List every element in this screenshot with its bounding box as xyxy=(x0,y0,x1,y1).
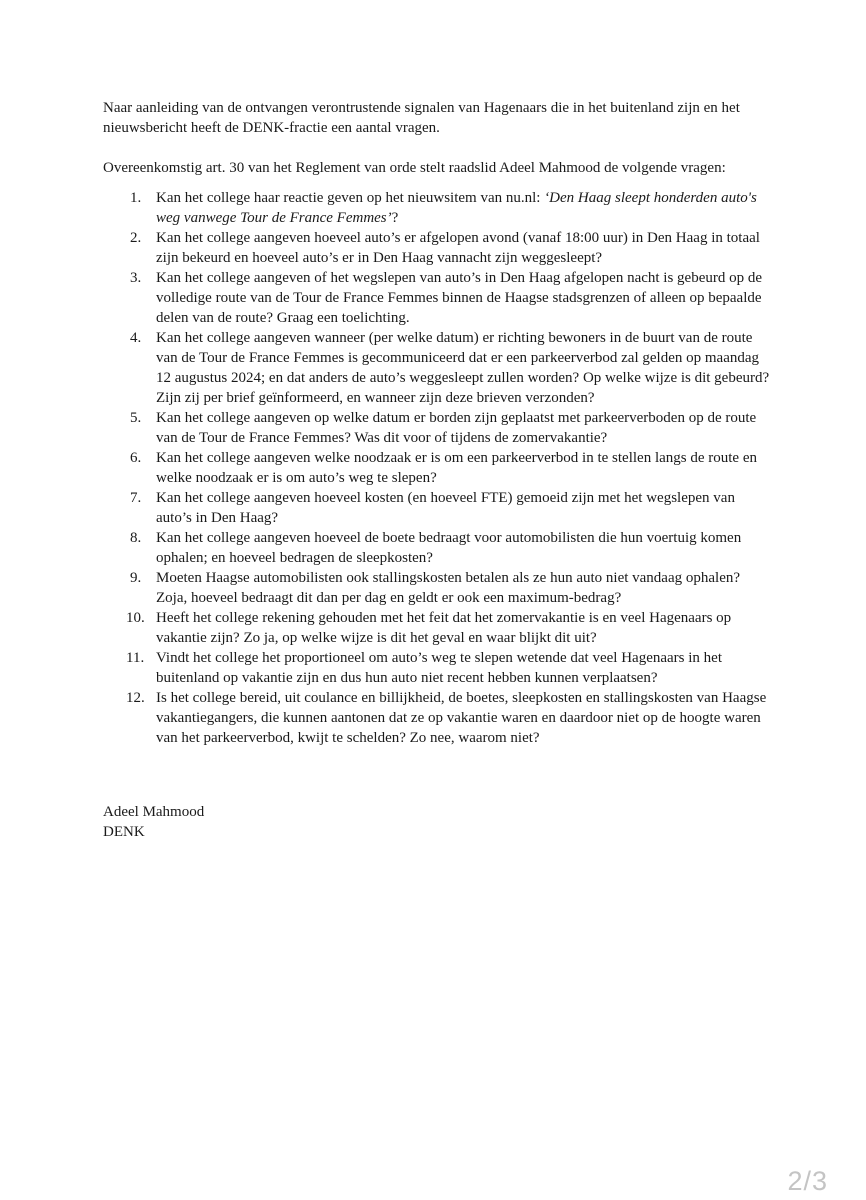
question-text: Kan het college aangeven wanneer (per welke datum) er richting bewoners in de buurt van de route van de Tour de France Femmes is gecommuniceerd dat er een parkeerverbod zal gelden op maandag 12 augustus 2024; en dat anders de auto’s weggesleept zullen worden? Op welke wijze is dit gebeurd? Zijn zij per brief geïnformeerd, en wanneer zijn deze brieven verzonden? xyxy=(156,330,770,406)
question-text: Kan het college haar reactie geven op het nieuwsitem van nu.nl: xyxy=(156,190,545,206)
question-item xyxy=(103,408,773,448)
question-text: Kan het college aangeven hoeveel de boete bedraagt voor automobilisten die hun voertuig komen ophalen; en hoeveel bedragen de sleepkosten? xyxy=(156,530,742,566)
question-text: Kan het college aangeven hoeveel kosten (en hoeveel FTE) gemoeid zijn met het wegslepen van auto’s in Den Haag? xyxy=(156,490,735,526)
question-item xyxy=(103,488,773,528)
question-number: 9. xyxy=(130,570,142,586)
question-text: Vindt het college het proportioneel om auto’s weg te slepen wetende dat veel Hagenaars in het buitenland op vakantie zijn en dus hun auto niet recent hebben kunnen verplaatsen? xyxy=(156,650,722,686)
question-text: Kan het college aangeven hoeveel auto’s er afgelopen avond (vanaf 18:00 uur) in Den Haag in totaal zijn bekeurd en hoeveel auto’s er in Den Haag vannacht zijn weggesleept? xyxy=(156,230,760,266)
question-item xyxy=(103,688,773,748)
question-item xyxy=(103,268,773,328)
question-text: Kan het college aangeven of het wegslepen van auto’s in Den Haag afgelopen nacht is gebeurd op de volledige route van de Tour de France Femmes binnen de Haagse stadsgrenzen of alleen op bepaalde delen van de route? Graag een toelichting. xyxy=(156,270,763,326)
question-text: Kan het college aangeven op welke datum er borden zijn geplaatst met parkeerverboden op de route van de Tour de France Femmes? Was dit voor of tijdens de zomervakantie? xyxy=(156,410,757,446)
question-text: Kan het college aangeven welke noodzaak er is om een parkeerverbod in te stellen langs de route en welke noodzaak er is om auto’s weg te slepen? xyxy=(156,450,757,486)
rule-paragraph: Overeenkomstig art. 30 van het Reglement van orde stelt raadslid Adeel Mahmood de volgende vragen: xyxy=(103,160,726,176)
question-number: 5. xyxy=(130,410,142,426)
question-item xyxy=(103,448,773,488)
question-number: 2. xyxy=(130,230,142,246)
question-text-end: ? xyxy=(391,210,399,226)
signatory-name: Adeel Mahmood xyxy=(103,804,205,820)
signature-block xyxy=(103,802,403,842)
question-item xyxy=(103,188,773,228)
question-text: Heeft het college rekening gehouden met het feit dat het zomervakantie is en veel Hagenaars op vakantie zijn? Zo ja, op welke wijze is dit het geval en waar blijkt dit uit? xyxy=(156,610,732,646)
question-item xyxy=(103,328,773,408)
question-number: 1. xyxy=(130,190,142,206)
question-number: 4. xyxy=(130,330,142,346)
question-item xyxy=(103,568,773,608)
page-indicator: 2/3 xyxy=(787,1166,828,1196)
news-headline-quote: ‘Den Haag sleept honderden auto's weg vanwege Tour de France Femmes’ xyxy=(156,190,757,226)
document-page xyxy=(103,98,773,748)
question-item xyxy=(103,648,773,688)
question-number: 3. xyxy=(130,270,142,286)
question-number: 11. xyxy=(126,650,145,666)
question-number: 7. xyxy=(130,490,142,506)
question-number: 12. xyxy=(126,690,145,706)
question-item xyxy=(103,608,773,648)
questions-list xyxy=(103,188,773,748)
question-number: 8. xyxy=(130,530,142,546)
question-item xyxy=(103,228,773,268)
question-text: Moeten Haagse automobilisten ook stallingskosten betalen als ze hun auto niet vandaag ophalen? Zoja, hoeveel bedraagt dit dan per dag en geldt er ook een maximum-bedrag? xyxy=(156,570,741,606)
question-number: 6. xyxy=(130,450,142,466)
signatory-party: DENK xyxy=(103,824,145,840)
intro-paragraph: Naar aanleiding van de ontvangen verontrustende signalen van Hagenaars die in het buitenland zijn en het nieuwsbericht heeft de DENK-fractie een aantal vragen. xyxy=(103,100,740,136)
question-item xyxy=(103,528,773,568)
question-number: 10. xyxy=(126,610,145,626)
question-text: Is het college bereid, uit coulance en billijkheid, de boetes, sleepkosten en stallingskosten van Haagse vakantiegangers, die kunnen aantonen dat ze op vakantie waren en daardoor niet op de hoogte waren van het parkeerverbod, kwijt te schelden? Zo nee, waarom niet? xyxy=(156,690,767,746)
